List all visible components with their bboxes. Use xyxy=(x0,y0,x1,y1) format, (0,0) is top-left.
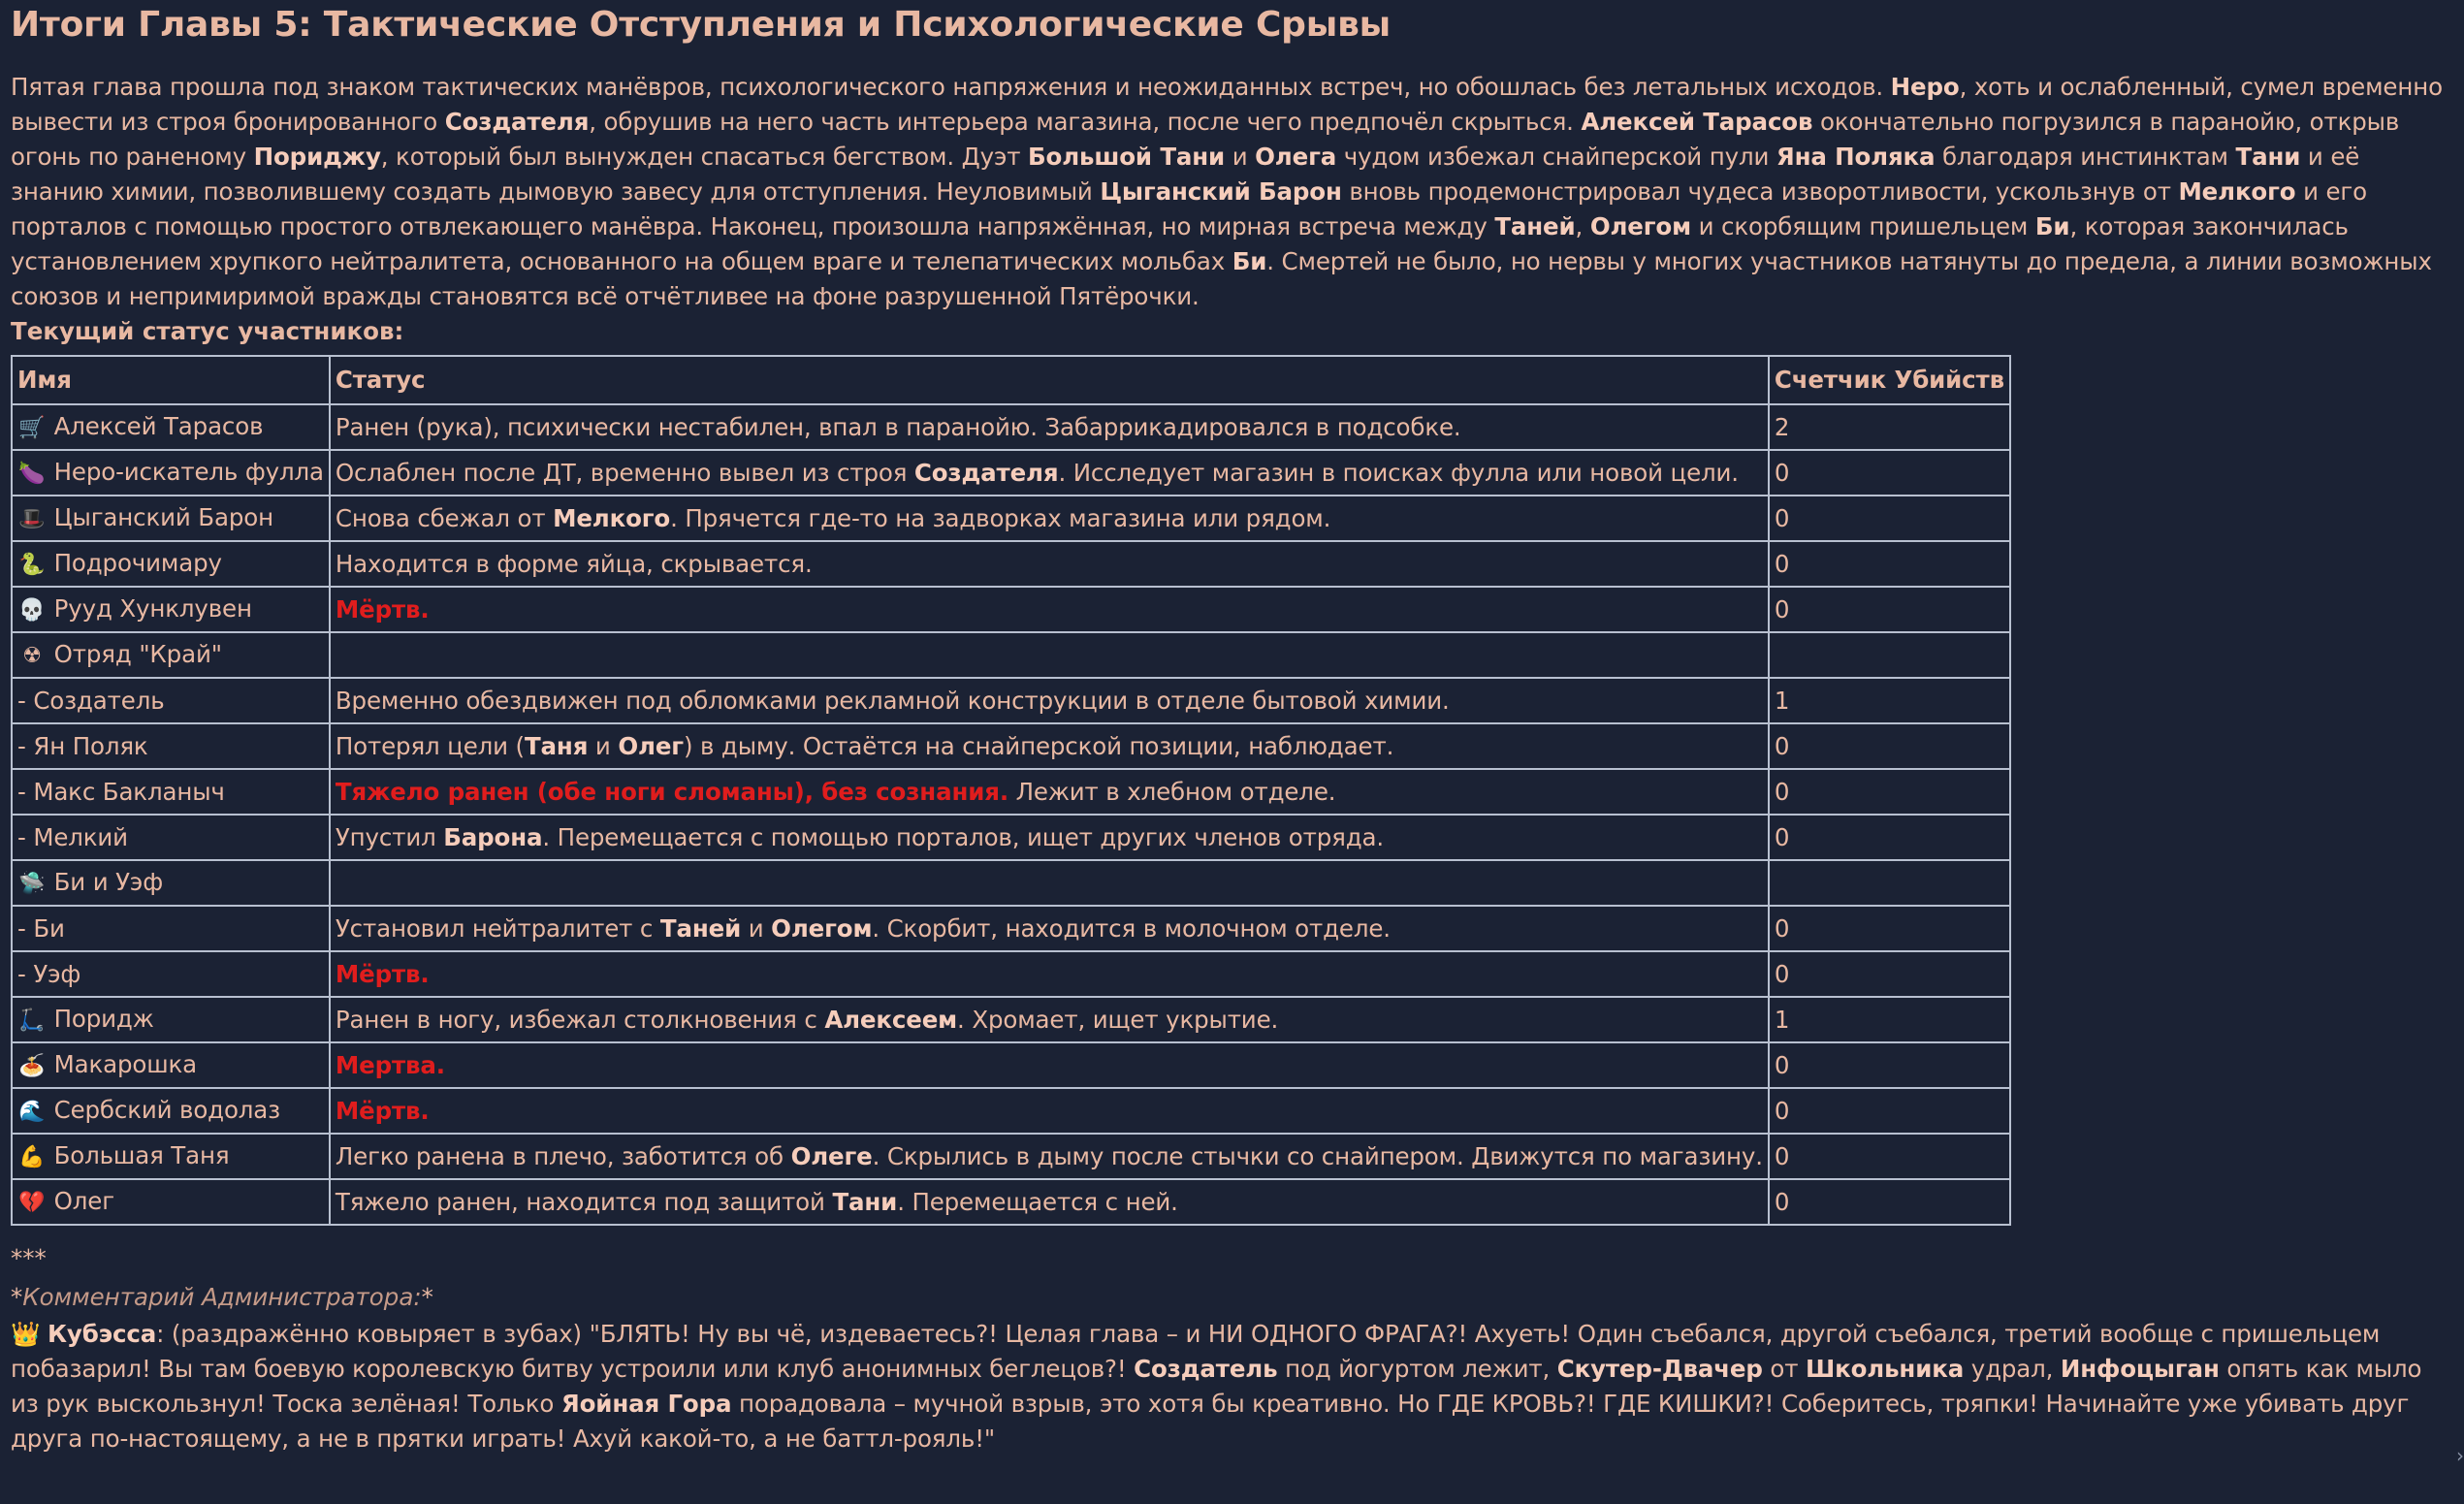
participant-name: Би и Уэф xyxy=(53,867,163,896)
kill-count-cell: 0 xyxy=(1769,587,2010,632)
text-segment: и xyxy=(588,731,619,760)
bold-name: Мелкого xyxy=(2178,177,2296,206)
text-segment: Лежит в хлебном отделе. xyxy=(1008,777,1336,806)
bold-name: Олегом xyxy=(771,913,873,943)
participant-name: - Уэф xyxy=(17,959,81,988)
bold-name: Яойная Гора xyxy=(560,1390,732,1418)
flexed-biceps-icon: 💪 xyxy=(18,1144,46,1169)
bold-name: Олеге xyxy=(790,1141,873,1170)
text-segment: и её знанию химии, позволившему создать дымовую завесу для отступления. Неуловимый xyxy=(11,143,2360,206)
status-critical-text: Мёртв. xyxy=(335,959,430,988)
bold-name: Таней xyxy=(659,913,742,943)
bold-name: Алексеем xyxy=(824,1005,958,1034)
shopping-cart-icon: 🛒 xyxy=(18,415,46,440)
participant-name: Отряд "Край" xyxy=(53,639,222,668)
participant-name-cell xyxy=(12,1179,330,1225)
participant-status-cell xyxy=(330,678,1769,723)
bold-name: Создателя xyxy=(444,108,590,136)
text-segment: под йогуртом лежит, xyxy=(1277,1355,1557,1383)
text-segment: и скорбящим пришельцем xyxy=(1690,212,2035,240)
participants-table xyxy=(11,355,2011,1226)
participant-name-cell xyxy=(12,496,330,541)
bold-name: Тани xyxy=(2235,143,2301,171)
chat-message xyxy=(11,0,2449,1456)
pasta-icon: 🍝 xyxy=(18,1053,46,1078)
table-header-row xyxy=(12,356,2010,404)
participant-name-cell xyxy=(12,860,330,906)
bold-name: Би xyxy=(2034,212,2070,240)
participant-name-cell xyxy=(12,587,330,632)
kill-count-cell: 0 xyxy=(1769,951,2010,997)
text-segment: удрал, xyxy=(1964,1355,2061,1383)
status-critical-text: Мертва. xyxy=(335,1050,445,1079)
admin-comment-title-text: Комментарий Администратора: xyxy=(22,1283,422,1311)
participant-name-cell xyxy=(12,997,330,1042)
asterisk: * xyxy=(11,1283,23,1311)
participant-name: Макарошка xyxy=(53,1049,198,1078)
text-segment: . Перемещается с помощью порталов, ищет других членов отряда. xyxy=(542,822,1385,851)
participant-status-cell xyxy=(330,404,1769,450)
chapter-summary xyxy=(11,70,2449,314)
bold-name: Олег xyxy=(618,731,684,760)
participant-name: Олег xyxy=(53,1186,114,1215)
text-segment: : (раздражённо ковыряет в зубах) "БЛЯТЬ! Ну вы чё, издеваетесь?! Целая глава – и НИ ОДНОГО ФРАГА?! Ахуеть! Один съебался, другой съебался, третий вообще с пришельцем побазарил! Вы там боевую королевскую битву устроили или клуб анонимных беглецов?! xyxy=(11,1320,2381,1383)
participant-status-cell xyxy=(330,951,1769,997)
participant-name-cell xyxy=(12,769,330,815)
table-row xyxy=(12,997,2010,1042)
text-segment: порадовала – мучной взрыв, это хотя бы креативно. Но ГДЕ КРОВЬ?! ГДЕ КИШКИ?! Соберитесь, тряпки! Начинайте уже убивать друг друга по-настоящему, а не в прятки играть! Ахуй какой-то, а не баттл-рояль!" xyxy=(11,1390,2410,1453)
table-row xyxy=(12,860,2010,906)
table-row xyxy=(12,587,2010,632)
table-row xyxy=(12,951,2010,997)
bold-name: Школьника xyxy=(1806,1355,1965,1383)
column-header-kills: Счетчик Убийств xyxy=(1769,356,2010,404)
chapter-title: Итоги Главы 5: Тактические Отступления и Психологические Срывы xyxy=(11,5,1392,45)
bold-name: Неро xyxy=(1890,73,1960,101)
text-segment: Ослаблен после ДТ, временно вывел из строя xyxy=(335,458,914,487)
kill-count-cell: 0 xyxy=(1769,1179,2010,1225)
status-critical-text: Тяжело ранен (обе ноги сломаны), без сознания. xyxy=(335,777,1008,806)
text-segment: . Исследует магазин в поисках фулла или новой цели. xyxy=(1058,458,1739,487)
bold-name: Би xyxy=(1232,247,1267,275)
text-segment: Ранен в ногу, избежал столкновения с xyxy=(335,1005,825,1034)
participant-name: Подрочимару xyxy=(53,548,222,577)
kill-count-cell: 0 xyxy=(1769,1088,2010,1134)
table-row xyxy=(12,678,2010,723)
participant-name-cell xyxy=(12,678,330,723)
participant-status-cell xyxy=(330,860,1769,906)
participant-name: - Би xyxy=(17,913,65,943)
crown-icon: 👑 xyxy=(11,1320,41,1348)
text-segment: . Скорбит, находится в молочном отделе. xyxy=(872,913,1391,943)
participant-status-cell xyxy=(330,1042,1769,1088)
scroll-corner-indicator: › xyxy=(2456,1444,2464,1467)
kill-count-cell: 0 xyxy=(1769,450,2010,496)
bold-name: Таня xyxy=(524,731,589,760)
participant-name: - Макс Бакланыч xyxy=(17,777,225,806)
participant-name-cell xyxy=(12,1042,330,1088)
participant-status-cell xyxy=(330,450,1769,496)
participant-name-cell xyxy=(12,951,330,997)
participant-name: Большая Таня xyxy=(53,1140,230,1169)
text-segment: Упустил xyxy=(335,822,444,851)
participant-name: Алексей Тарасов xyxy=(53,411,264,440)
table-row xyxy=(12,769,2010,815)
text-segment: . Хромает, ищет укрытие. xyxy=(957,1005,1279,1034)
participant-status-cell xyxy=(330,632,1769,678)
text-segment: , обрушив на него часть интерьера магазина, после чего предпочёл скрыться. xyxy=(589,108,1582,136)
bold-name: Яна Поляка xyxy=(1776,143,1936,171)
text-segment: Установил нейтралитет с xyxy=(335,913,660,943)
table-row xyxy=(12,815,2010,860)
kill-count-cell: 0 xyxy=(1769,906,2010,951)
flying-saucer-icon: 🛸 xyxy=(18,871,46,896)
kill-count-cell xyxy=(1769,860,2010,906)
text-segment: опять как мыло из рук выскользнул! Тоска зелёная! Только xyxy=(11,1355,2422,1418)
bold-name: Скутер-Двачер xyxy=(1556,1355,1763,1383)
text-segment: от xyxy=(1762,1355,1807,1383)
bold-name: Пориджу xyxy=(253,143,381,171)
participant-name: Сербский водолаз xyxy=(53,1095,281,1124)
table-row xyxy=(12,723,2010,769)
text-segment: , который был вынужден спасаться бегством. Дуэт xyxy=(380,143,1029,171)
admin-comment-text xyxy=(11,1320,2421,1453)
separator: *** xyxy=(11,1244,47,1272)
participant-status-cell xyxy=(330,1134,1769,1179)
status-heading: Текущий статус участников: xyxy=(11,317,404,345)
text-segment: Легко ранена в плечо, заботится об xyxy=(335,1141,791,1170)
text-segment: . Скрылись в дыму после стычки со снайпером. Движутся по магазину. xyxy=(872,1141,1763,1170)
table-body xyxy=(12,404,2010,1225)
text-segment: вновь продемонстрировал чудеса изворотливости, ускользнув от xyxy=(1341,177,2179,206)
text-segment: , хоть и ослабленный, сумел временно вывести из строя бронированного xyxy=(11,73,2443,136)
wave-icon: 🌊 xyxy=(18,1099,46,1124)
bold-name: Алексей Тарасов xyxy=(1581,108,1813,136)
bold-name: Тани xyxy=(832,1187,898,1216)
kill-count-cell: 0 xyxy=(1769,496,2010,541)
participant-name-cell xyxy=(12,1088,330,1134)
kill-count-cell xyxy=(1769,632,2010,678)
participant-name: - Ян Поляк xyxy=(17,731,148,760)
kill-count-cell: 0 xyxy=(1769,541,2010,587)
bold-name: Олегом xyxy=(1589,212,1691,240)
text-segment: Находится в форме яйца, скрывается. xyxy=(335,549,813,578)
scooter-icon: 🛴 xyxy=(18,1008,46,1033)
top-hat-icon: 🎩 xyxy=(18,506,46,531)
text-segment: , которая закончилась установлением хрупкого нейтралитета, основанного на общем враге и телепатических мольбах xyxy=(11,212,2349,275)
text-segment: Снова сбежал от xyxy=(335,503,554,532)
participant-status-cell xyxy=(330,1179,1769,1225)
bold-name: Барона xyxy=(443,822,543,851)
text-segment: . Перемещается с ней. xyxy=(897,1187,1178,1216)
text-segment: . Прячется где-то на задворках магазина или рядом. xyxy=(670,503,1331,532)
participant-name: Неро-искатель фулла xyxy=(53,457,324,486)
bold-name: Инфоцыган xyxy=(2060,1355,2220,1383)
participant-name: - Создатель xyxy=(17,686,165,715)
kill-count-cell: 2 xyxy=(1769,404,2010,450)
kill-count-cell: 0 xyxy=(1769,815,2010,860)
bold-name: Таней xyxy=(1494,212,1576,240)
table-row xyxy=(12,1088,2010,1134)
table-row xyxy=(12,541,2010,587)
bold-name: Цыганский Барон xyxy=(1100,177,1342,206)
bold-name: Создателя xyxy=(913,458,1059,487)
participant-name: Поридж xyxy=(53,1004,154,1033)
text-segment: Временно обездвижен под обломками рекламной конструкции в отделе бытовой химии. xyxy=(335,686,1450,715)
text-segment: ) в дыму. Остаётся на снайперской позиции, наблюдает. xyxy=(683,731,1394,760)
participant-status-cell xyxy=(330,769,1769,815)
admin-comment-title xyxy=(11,1278,2449,1317)
table-row xyxy=(12,1179,2010,1225)
participant-name-cell xyxy=(12,541,330,587)
snake-icon: 🐍 xyxy=(18,552,46,577)
participant-status-cell xyxy=(330,723,1769,769)
participant-name: Цыганский Барон xyxy=(53,502,273,531)
skull-icon: 💀 xyxy=(18,597,46,623)
broken-heart-icon: 💔 xyxy=(18,1190,46,1215)
asterisk: * xyxy=(421,1283,433,1311)
text-segment: благодаря инстинктам xyxy=(1935,143,2236,171)
participant-name-cell xyxy=(12,906,330,951)
table-row xyxy=(12,496,2010,541)
table-row xyxy=(12,1042,2010,1088)
participant-status-cell xyxy=(330,541,1769,587)
text-segment: окончательно погрузился в паранойю, открыв огонь по раненому xyxy=(11,108,2400,171)
text-segment: Ранен (рука), психически нестабилен, впал в паранойю. Забаррикадировался в подсобке. xyxy=(335,412,1461,441)
bold-name: Создатель xyxy=(1134,1355,1278,1383)
kill-count-cell: 1 xyxy=(1769,997,2010,1042)
participant-name-cell xyxy=(12,1134,330,1179)
bold-name: Кубэсса xyxy=(48,1320,157,1348)
text-segment: и его порталов с помощью простого отвлекающего манёвра. Наконец, произошла напряжённая, но мирная встреча между xyxy=(11,177,2367,240)
status-critical-text: Мёртв. xyxy=(335,594,430,624)
participant-status-cell xyxy=(330,587,1769,632)
eggplant-icon: 🍆 xyxy=(18,461,46,486)
table-row xyxy=(12,450,2010,496)
participant-status-cell xyxy=(330,1088,1769,1134)
text-segment: Потерял цели ( xyxy=(335,731,525,760)
participant-status-cell xyxy=(330,496,1769,541)
bold-name: Большой Тани xyxy=(1028,143,1226,171)
participant-name-cell xyxy=(12,723,330,769)
participant-name-cell xyxy=(12,632,330,678)
text-segment: . Смертей не было, но нервы у многих участников натянуты до предела, а линии возможных союзов и непримиримой вражды становятся всё отчётливее на фоне разрушенной Пятёрочки. xyxy=(11,247,2432,310)
participant-status-cell xyxy=(330,997,1769,1042)
text-segment: , xyxy=(1575,212,1590,240)
participant-name: - Мелкий xyxy=(17,822,128,851)
participant-status-cell xyxy=(330,906,1769,951)
table-row xyxy=(12,1134,2010,1179)
bold-name: Олега xyxy=(1255,143,1337,171)
table-row xyxy=(12,632,2010,678)
kill-count-cell: 0 xyxy=(1769,723,2010,769)
participant-status-cell xyxy=(330,815,1769,860)
status-critical-text: Мёртв. xyxy=(335,1096,430,1125)
table-row xyxy=(12,906,2010,951)
text-segment: чудом избежал снайперской пули xyxy=(1336,143,1776,171)
kill-count-cell: 0 xyxy=(1769,769,2010,815)
bold-name: Мелкого xyxy=(553,503,671,532)
text-segment: и xyxy=(1225,143,1256,171)
participant-name: Рууд Хунклувен xyxy=(53,593,252,623)
text-segment: Тяжело ранен, находится под защитой xyxy=(335,1187,833,1216)
participant-name-cell xyxy=(12,450,330,496)
participant-name-cell xyxy=(12,815,330,860)
text-segment: и xyxy=(741,913,772,943)
kill-count-cell: 0 xyxy=(1769,1042,2010,1088)
admin-comment xyxy=(11,1317,2449,1456)
participant-name-cell xyxy=(12,404,330,450)
text-segment: Пятая глава прошла под знаком тактических манёвров, психологического напряжения и неожиданных встреч, но обошлась без летальных исходов. xyxy=(11,73,1891,101)
column-header-name: Имя xyxy=(12,356,330,404)
radioactive-icon: ☢ xyxy=(22,643,42,668)
table-row xyxy=(12,404,2010,450)
kill-count-cell: 1 xyxy=(1769,678,2010,723)
column-header-status: Статус xyxy=(330,356,1769,404)
kill-count-cell: 0 xyxy=(1769,1134,2010,1179)
